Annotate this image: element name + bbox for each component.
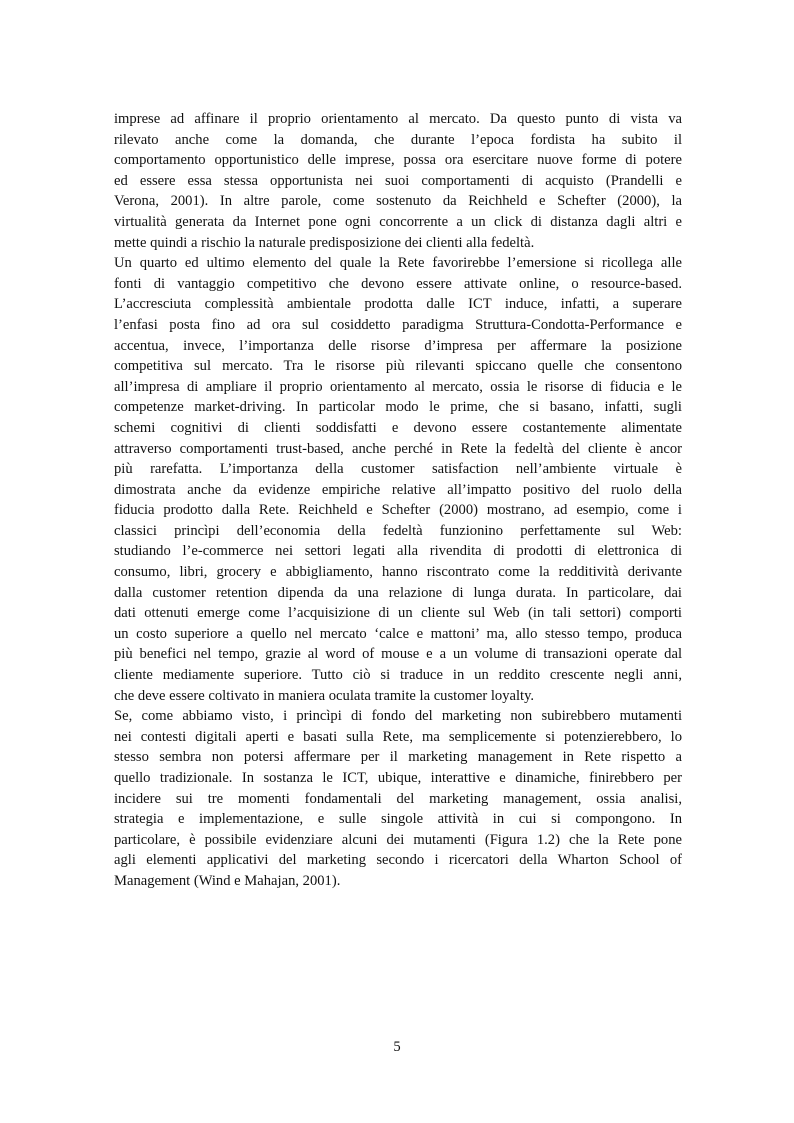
text-line: dimostrata anche da evidenze empiriche relative all’impatto positivo del ruolo della bbox=[114, 481, 682, 498]
text-line: consumo, libri, grocery e abbigliamento, hanno riscontrato come la redditività derivante bbox=[114, 564, 682, 581]
text-line: agli elementi applicativi del marketing secondo i ricercatori della Wharton School of bbox=[114, 852, 682, 869]
text-line: classici princìpi dell’economia della fedeltà funzionino perfettamente sul Web: bbox=[114, 522, 682, 539]
text-line: strategia e implementazione, e sulle singole attività in cui si compongono. In bbox=[114, 811, 682, 828]
text-line: Management (Wind e Mahajan, 2001). bbox=[114, 872, 341, 889]
text-line: attraverso comportamenti trust-based, anche perché in Rete la fedeltà del cliente è ancor bbox=[114, 440, 682, 457]
text-line: all’impresa di ampliare il proprio orientamento al mercato, ossia le risorse di fiducia e le bbox=[114, 378, 682, 395]
text-line: Verona, 2001). In altre parole, come sostenuto da Reichheld e Schefter (2000), la bbox=[114, 193, 682, 210]
paragraph-1 bbox=[114, 109, 682, 253]
text-line: un costo superiore a quello nel mercato ‘calce e mattoni’ ma, allo stesso tempo, produca bbox=[114, 625, 682, 642]
text-line: più rarefatta. L’importanza della customer satisfaction nell’ambiente virtuale è bbox=[114, 461, 682, 478]
body-text bbox=[114, 109, 682, 892]
text-line: accentua, invece, l’importanza delle risorse d’impresa per affermare la posizione bbox=[114, 337, 682, 354]
text-line: schemi cognitivi di clienti soddisfatti e devono essere costantemente alimentate bbox=[114, 419, 682, 436]
text-line: più benefici nel tempo, grazie al word of mouse e a un volume di transazioni operate dal bbox=[114, 646, 682, 663]
text-line: cliente mediamente superiore. Tutto ciò si traduce in un reddito crescente negli anni, bbox=[114, 667, 682, 684]
text-line: competitiva sul mercato. Tra le risorse più rilevanti spiccano quelle che consentono bbox=[114, 358, 682, 375]
text-line: incidere sui tre momenti fondamentali del marketing management, ossia analisi, bbox=[114, 790, 682, 807]
text-line: fonti di vantaggio competitivo che devono essere attivate online, o resource-based. bbox=[114, 275, 682, 292]
text-line: L’accresciuta complessità ambientale prodotta dalle ICT induce, infatti, a superare bbox=[114, 296, 682, 313]
text-line: fiducia prodotto dalla Rete. Reichheld e Schefter (2000) mostrano, ad esempio, come i bbox=[114, 502, 682, 519]
text-line: particolare, è possibile evidenziare alcuni dei mutamenti (Figura 1.2) che la Rete pone bbox=[114, 831, 682, 848]
text-line: studiando l’e-commerce nei settori legati alla rivendita di prodotti di elettronica di bbox=[114, 543, 682, 560]
text-line: l’enfasi posta fino ad ora sul cosiddetto paradigma Struttura-Condotta-Performance e bbox=[114, 316, 682, 333]
text-line: dalla customer retention dipenda da una relazione di lunga durata. In particolare, dai bbox=[114, 584, 682, 601]
text-line: Un quarto ed ultimo elemento del quale la Rete favorirebbe l’emersione si ricollega alle bbox=[114, 255, 682, 272]
text-line: stesso sembra non potersi affermare per il marketing management in Rete rispetto a bbox=[114, 749, 682, 766]
paragraph-3 bbox=[114, 706, 682, 891]
text-line: ed essere essa stessa opportunista nei suoi comportamenti di acquisto (Prandelli e bbox=[114, 172, 682, 189]
text-line: rilevato anche come la domanda, che durante l’epoca fordista ha subito il bbox=[114, 131, 682, 148]
text-line: Se, come abbiamo visto, i princìpi di fondo del marketing non subirebbero mutamenti bbox=[114, 708, 682, 725]
text-line: nei contesti digitali aperti e basati sulla Rete, ma semplicemente si potenzierebbero, lo bbox=[114, 728, 682, 745]
text-line: quello tradizionale. In sostanza le ICT, ubique, interattive e dinamiche, finirebbero per bbox=[114, 770, 682, 786]
text-line: virtualità generata da Internet pone ogni concorrente a un click di distanza dagli altri e bbox=[114, 213, 682, 230]
text-line: dati ottenuti emerge come l’acquisizione di un cliente sul Web (in tali settori) comporti bbox=[114, 605, 682, 622]
page-number: 5 bbox=[393, 1039, 401, 1055]
text-line: mette quindi a rischio la naturale predisposizione dei clienti alla fedeltà. bbox=[114, 234, 535, 251]
paragraph-2 bbox=[114, 253, 682, 706]
text-line: comportamento opportunistico delle imprese, possa ora esercitare nuove forme di potere bbox=[114, 152, 682, 169]
text-line: che deve essere coltivato in maniera oculata tramite la customer loyalty. bbox=[114, 687, 535, 704]
text-line: imprese ad affinare il proprio orientamento al mercato. Da questo punto di vista va bbox=[114, 111, 682, 127]
text-line: competenze market-driving. In particolar modo le prime, che si basano, infatti, sugli bbox=[114, 399, 682, 416]
